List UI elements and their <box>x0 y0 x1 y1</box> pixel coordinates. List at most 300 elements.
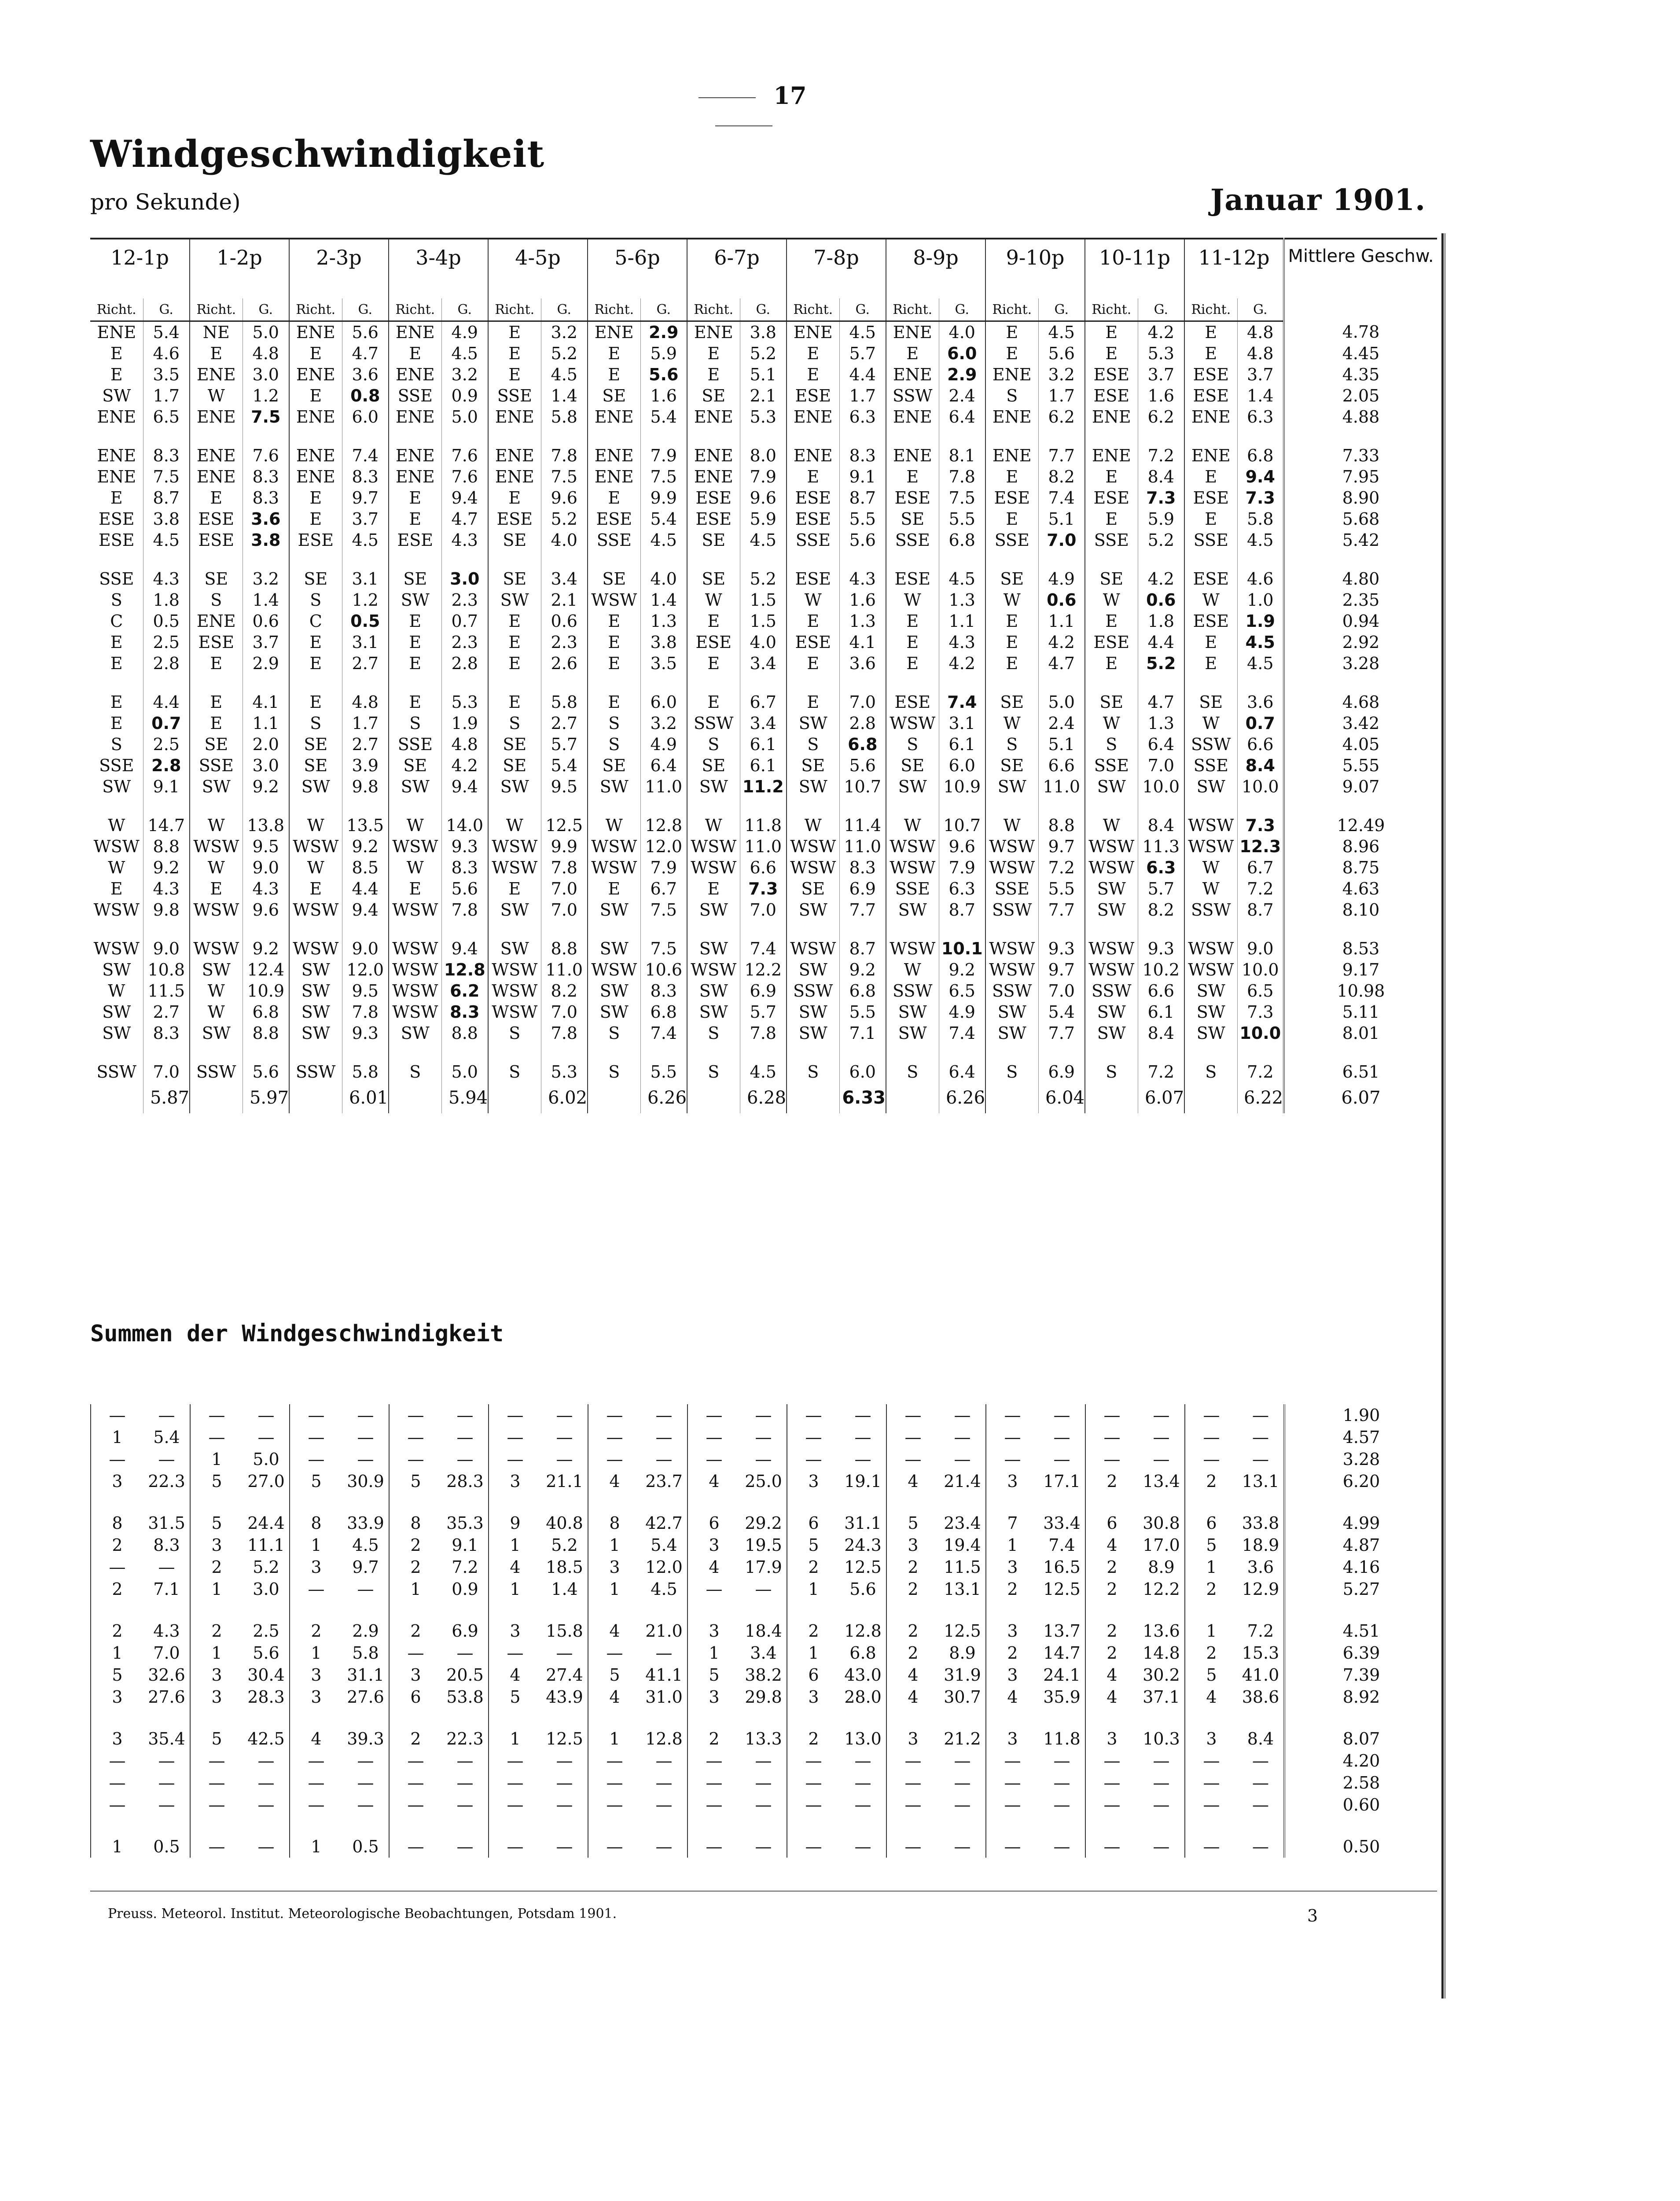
spacer-cell <box>389 920 441 938</box>
count-cell: — <box>787 1794 840 1816</box>
sum-cell: 9.1 <box>452 1535 478 1555</box>
speed-cell: 9.5 <box>541 776 588 797</box>
sums-row <box>91 1512 1437 1534</box>
count-cell: 5 <box>1185 1664 1238 1686</box>
speed-cell: 5.1 <box>1038 734 1085 755</box>
count-cell: — <box>91 1556 143 1578</box>
direction-cell: E <box>588 878 640 899</box>
speed-cell: 1.4 <box>1237 385 1284 406</box>
speed-cell: 5.2 <box>1138 653 1184 674</box>
direction-cell: W <box>886 815 939 836</box>
direction-cell: W <box>289 815 342 836</box>
spacer-cell <box>1238 1600 1284 1620</box>
spacer-cell <box>588 797 640 815</box>
sum-cell: — <box>755 1579 772 1599</box>
direction-cell: E <box>488 653 541 674</box>
direction-cell: SW <box>389 589 441 611</box>
direction-cell: E <box>588 343 640 364</box>
speed-cell: 1.8 <box>143 589 190 611</box>
speed-cell: 5.7 <box>839 343 886 364</box>
speed-cell: 6.3 <box>1138 857 1184 878</box>
speed-cell: 4.7 <box>441 508 488 530</box>
speed-cell: 4.3 <box>839 568 886 589</box>
sum-cell: 0.9 <box>452 1579 478 1599</box>
spacer-cell <box>389 797 441 815</box>
direction-cell: WSW <box>488 836 541 857</box>
mean-speed-cell: 4.78 <box>1284 321 1437 343</box>
sum-cell: — <box>1153 1450 1170 1469</box>
count-cell: — <box>1085 1426 1138 1448</box>
count-cell: 1 <box>290 1534 342 1556</box>
sum-cell: — <box>1252 1837 1269 1856</box>
direction-cell: SSE <box>1085 530 1138 551</box>
speed-cell: 4.0 <box>740 632 787 653</box>
mean-speed-cell: 3.42 <box>1284 713 1437 734</box>
direction-cell: S <box>1184 1061 1237 1082</box>
speed-cell: 3.8 <box>143 508 190 530</box>
count-cell: 5 <box>687 1664 740 1686</box>
direction-cell: WSW <box>389 899 441 920</box>
sum-cell: — <box>556 1751 573 1770</box>
direction-cell: SE <box>687 385 740 406</box>
speed-cell: 4.7 <box>1038 653 1085 674</box>
count-cell: 2 <box>389 1556 442 1578</box>
sum-cell: 12.8 <box>844 1621 882 1641</box>
sum-cell: — <box>1153 1751 1170 1770</box>
count-cell: — <box>886 1750 939 1772</box>
speed-cell: 1.3 <box>1138 713 1184 734</box>
sum-cell: — <box>755 1751 772 1770</box>
sum-cell: 35.4 <box>148 1729 185 1748</box>
speed-cell: 9.4 <box>441 938 488 959</box>
speed-cell: 1.3 <box>839 611 886 632</box>
speed-cell: 6.6 <box>1237 734 1284 755</box>
direction-cell: E <box>389 692 441 713</box>
spacer-cell <box>342 1816 389 1836</box>
speed-col-header: G. <box>1038 298 1085 321</box>
sums-row <box>91 1772 1437 1794</box>
direction-cell: S <box>687 734 740 755</box>
direction-cell: SE <box>488 734 541 755</box>
speed-cell: 12.8 <box>640 815 687 836</box>
count-cell: 3 <box>91 1728 143 1750</box>
direction-cell: SSW <box>190 1061 243 1082</box>
table-row <box>90 734 1437 755</box>
direction-cell: E <box>886 611 939 632</box>
spacer-cell <box>1185 1816 1238 1836</box>
sum-cell: — <box>1053 1450 1070 1469</box>
count-cell: 2 <box>389 1728 442 1750</box>
spacer-cell <box>1039 1600 1085 1620</box>
direction-cell: ENE <box>488 406 541 427</box>
sums-right-cell: 6.39 <box>1284 1642 1437 1664</box>
spacer-cell <box>190 427 243 445</box>
direction-cell: SE <box>488 568 541 589</box>
direction-cell: E <box>389 878 441 899</box>
sum-cell: — <box>854 1795 871 1815</box>
speed-cell: 4.8 <box>243 343 289 364</box>
speed-cell: 3.1 <box>939 713 985 734</box>
direction-cell: SE <box>289 568 342 589</box>
speed-cell: 1.7 <box>1038 385 1085 406</box>
direction-cell: WSW <box>787 938 839 959</box>
spacer-cell <box>1237 427 1284 445</box>
spacer-cell <box>839 797 886 815</box>
speed-cell: 11.8 <box>740 815 787 836</box>
sum-cell: 7.2 <box>452 1557 478 1577</box>
direction-cell: SSE <box>787 530 839 551</box>
direction-cell: WSW <box>1085 836 1138 857</box>
spacer-cell <box>488 1044 541 1061</box>
direction-cell: ENE <box>886 445 939 466</box>
speed-cell: 5.6 <box>441 878 488 899</box>
spacer-cell <box>740 1708 787 1728</box>
speed-cell: 7.8 <box>342 1001 389 1023</box>
direction-cell: SW <box>289 776 342 797</box>
count-cell: — <box>1185 1794 1238 1816</box>
speed-cell: 3.7 <box>1237 364 1284 385</box>
spacer-cell <box>787 1708 840 1728</box>
speed-cell: 7.5 <box>640 938 687 959</box>
spacer-cell <box>441 920 488 938</box>
direction-cell: WSW <box>886 857 939 878</box>
spacer-cell <box>243 551 289 568</box>
speed-cell: 8.7 <box>1237 899 1284 920</box>
sum-cell: 24.1 <box>1043 1665 1081 1685</box>
speed-cell: 3.6 <box>1237 692 1284 713</box>
spacer-cell <box>939 427 985 445</box>
speed-cell: 8.3 <box>441 1001 488 1023</box>
direction-cell: ENE <box>190 466 243 487</box>
spacer-cell <box>90 427 143 445</box>
speed-cell: 8.7 <box>839 487 886 508</box>
speed-cell: 8.3 <box>640 980 687 1001</box>
mean-speed-cell: 6.51 <box>1284 1061 1437 1082</box>
sum-cell: — <box>954 1795 971 1815</box>
spacer-cell <box>90 551 143 568</box>
mean-speed-cell: 0.94 <box>1284 611 1437 632</box>
sums-right-cell: 8.92 <box>1284 1686 1437 1708</box>
spacer-cell <box>441 1044 488 1061</box>
direction-cell: E <box>1085 611 1138 632</box>
speed-cell: 7.9 <box>740 466 787 487</box>
speed-cell: 7.3 <box>1237 487 1284 508</box>
spacer-cell <box>986 1600 1039 1620</box>
count-cell: 2 <box>190 1556 243 1578</box>
count-cell: — <box>787 1404 840 1426</box>
spacer-cell <box>389 427 441 445</box>
average-cell: 5.87 <box>143 1082 190 1113</box>
speed-cell: 10.0 <box>1237 1023 1284 1044</box>
direction-cell: SW <box>687 980 740 1001</box>
speed-cell: 5.6 <box>342 321 389 343</box>
sum-cell: 5.2 <box>253 1557 279 1577</box>
speed-cell: 9.8 <box>342 776 389 797</box>
spacer-cell <box>1184 797 1237 815</box>
spacer-cell <box>488 920 541 938</box>
spacer-cell <box>985 551 1038 568</box>
direction-cell: W <box>190 980 243 1001</box>
direction-cell: E <box>488 343 541 364</box>
spacer-cell <box>640 551 687 568</box>
direction-cell: ESE <box>687 508 740 530</box>
table-row <box>90 653 1437 674</box>
speed-cell: 3.4 <box>740 713 787 734</box>
speed-cell: 6.4 <box>640 755 687 776</box>
spacer-cell <box>243 427 289 445</box>
spacer-cell <box>1138 551 1184 568</box>
sum-cell: 5.6 <box>253 1643 279 1663</box>
sum-cell: 21.1 <box>546 1472 583 1491</box>
count-cell: 5 <box>190 1728 243 1750</box>
direction-cell: SSE <box>588 530 640 551</box>
sum-cell: — <box>257 1428 275 1447</box>
page-subtitle: pro Sekunde) <box>90 189 241 215</box>
sum-cell: 14.7 <box>1043 1643 1081 1663</box>
direction-cell: SW <box>289 1001 342 1023</box>
count-cell: 4 <box>886 1664 939 1686</box>
sum-cell: 5.6 <box>849 1579 876 1599</box>
count-cell: 5 <box>886 1512 939 1534</box>
speed-cell: 7.8 <box>740 1023 787 1044</box>
sums-row <box>91 1470 1437 1492</box>
sum-cell: 43.9 <box>546 1687 583 1707</box>
spacer-cell <box>985 797 1038 815</box>
spacer-cell <box>1185 1492 1238 1512</box>
count-cell: 2 <box>986 1578 1039 1600</box>
table-row <box>90 632 1437 653</box>
direction-cell: W <box>985 589 1038 611</box>
count-cell: 2 <box>91 1578 143 1600</box>
table-row <box>90 755 1437 776</box>
direction-cell: ESE <box>588 508 640 530</box>
sum-cell: — <box>357 1773 374 1792</box>
sums-right-cell: 6.20 <box>1284 1470 1437 1492</box>
footer-citation: Preuss. Meteorol. Institut. Meteorologische Beobachtungen, Potsdam 1901. <box>108 1906 617 1921</box>
direction-cell: E <box>886 632 939 653</box>
spacer-cell <box>243 797 289 815</box>
direction-cell: WSW <box>985 938 1038 959</box>
count-cell: — <box>986 1794 1039 1816</box>
speed-cell: 7.3 <box>1237 815 1284 836</box>
direction-cell: SSW <box>687 713 740 734</box>
direction-cell: WSW <box>289 899 342 920</box>
direction-cell: ESE <box>886 568 939 589</box>
sum-cell: — <box>655 1773 673 1792</box>
speed-cell: 1.7 <box>143 385 190 406</box>
spacer-cell <box>243 1708 290 1728</box>
speed-cell: 5.9 <box>740 508 787 530</box>
count-cell: 6 <box>787 1664 840 1686</box>
spacer-cell <box>740 797 787 815</box>
speed-cell: 6.6 <box>1138 980 1184 1001</box>
speed-cell: 7.5 <box>640 899 687 920</box>
count-cell: — <box>886 1794 939 1816</box>
mean-speed-cell: 7.33 <box>1284 445 1437 466</box>
count-cell: — <box>91 1404 143 1426</box>
direction-cell: ESE <box>289 530 342 551</box>
count-cell: 2 <box>190 1620 243 1642</box>
speed-cell: 4.6 <box>1237 568 1284 589</box>
sum-cell: — <box>1053 1837 1070 1856</box>
direction-cell: WSW <box>985 959 1038 980</box>
sum-cell: 30.9 <box>347 1472 384 1491</box>
sum-cell: — <box>357 1406 374 1425</box>
count-cell: — <box>886 1426 939 1448</box>
direction-cell: WSW <box>488 959 541 980</box>
direction-cell: S <box>1085 1061 1138 1082</box>
speed-cell: 0.8 <box>342 385 389 406</box>
direction-cell: E <box>389 653 441 674</box>
direction-cell: E <box>1085 321 1138 343</box>
count-cell: 2 <box>389 1534 442 1556</box>
mean-speed-cell: 4.68 <box>1284 692 1437 713</box>
speed-cell: 10.0 <box>1237 959 1284 980</box>
speed-cell: 0.7 <box>143 713 190 734</box>
spacer-cell <box>342 920 389 938</box>
mean-speed-cell: 5.42 <box>1284 530 1437 551</box>
direction-cell: SE <box>190 568 243 589</box>
direction-cell: SW <box>787 713 839 734</box>
speed-cell: 9.2 <box>243 776 289 797</box>
direction-cell: SW <box>886 776 939 797</box>
sum-cell: — <box>954 1773 971 1792</box>
direction-cell: SSE <box>99 569 134 589</box>
direction-cell: ENE <box>787 406 839 427</box>
spacer-cell <box>389 1708 442 1728</box>
direction-cell: SW <box>102 777 131 796</box>
speed-cell: 5.2 <box>740 343 787 364</box>
sum-cell: — <box>854 1450 871 1469</box>
speed-cell: 9.6 <box>243 899 289 920</box>
count-cell: 3 <box>290 1556 342 1578</box>
direction-cell: ENE <box>389 466 441 487</box>
mean-speed-cell: 8.96 <box>1284 836 1437 857</box>
table-row <box>90 899 1437 920</box>
count-cell: 4 <box>588 1470 641 1492</box>
average-cell: 6.01 <box>342 1082 389 1113</box>
count-cell: 1 <box>290 1836 342 1858</box>
speed-cell: 8.4 <box>1138 815 1184 836</box>
spacer-cell <box>442 1600 489 1620</box>
direction-cell: SW <box>687 776 740 797</box>
speed-cell: 3.4 <box>740 653 787 674</box>
speed-cell: 2.3 <box>441 632 488 653</box>
direction-cell: SE <box>289 755 342 776</box>
spacer-cell <box>289 427 342 445</box>
block-spacer <box>90 551 1437 568</box>
speed-cell: 1.1 <box>939 611 985 632</box>
speed-cell: 3.7 <box>1138 364 1184 385</box>
direction-cell: SE <box>985 568 1038 589</box>
direction-cell: E <box>190 653 243 674</box>
speed-col-header: G. <box>541 298 588 321</box>
direction-cell: S <box>588 734 640 755</box>
direction-cell: W <box>1184 878 1237 899</box>
speed-cell: 4.5 <box>143 530 190 551</box>
direction-cell: WSW <box>687 857 740 878</box>
count-cell: — <box>986 1426 1039 1448</box>
direction-cell: ESE <box>1184 611 1237 632</box>
average-cell: 6.28 <box>740 1082 787 1113</box>
spacer-cell <box>143 797 190 815</box>
direction-cell: E <box>289 508 342 530</box>
count-cell: 6 <box>389 1686 442 1708</box>
spacer-cell <box>1184 920 1237 938</box>
direction-cell: S <box>985 385 1038 406</box>
mean-speed-cell: 4.88 <box>1284 406 1437 427</box>
count-cell: — <box>1085 1794 1138 1816</box>
sum-cell: 9.7 <box>352 1557 379 1577</box>
count-cell: 2 <box>1085 1578 1138 1600</box>
count-cell: 3 <box>886 1534 939 1556</box>
average-mean-cell: 6.07 <box>1284 1082 1437 1113</box>
spacer-cell <box>687 1600 740 1620</box>
direction-cell: SW <box>787 899 839 920</box>
speed-cell: 9.0 <box>143 938 190 959</box>
speed-cell: 11.0 <box>839 836 886 857</box>
speed-cell: 1.7 <box>839 385 886 406</box>
sum-cell: — <box>257 1837 275 1856</box>
direction-cell: S <box>190 589 243 611</box>
count-cell: — <box>588 1794 641 1816</box>
direction-col-header: Richt. <box>488 298 541 321</box>
speed-cell: 2.9 <box>939 364 985 385</box>
count-cell: — <box>1185 1448 1238 1470</box>
count-cell: 3 <box>986 1728 1039 1750</box>
count-cell: 1 <box>190 1448 243 1470</box>
speed-col-header: G. <box>839 298 886 321</box>
spacer-cell <box>442 1816 489 1836</box>
direction-cell: W <box>687 815 740 836</box>
spacer-cell <box>441 674 488 692</box>
sums-row <box>91 1426 1437 1448</box>
speed-cell: 11.3 <box>1138 836 1184 857</box>
direction-cell: S <box>588 1061 640 1082</box>
sum-cell: 18.4 <box>745 1621 782 1641</box>
speed-cell: 12.8 <box>441 959 488 980</box>
count-cell: 1 <box>1185 1556 1238 1578</box>
spacer-cell <box>1038 427 1085 445</box>
spacer-cell <box>289 797 342 815</box>
speed-cell: 6.4 <box>939 406 985 427</box>
speed-cell: 11.5 <box>143 980 190 1001</box>
spacer-cell <box>541 674 588 692</box>
count-cell: 4 <box>588 1620 641 1642</box>
sum-cell: 30.2 <box>1143 1665 1180 1685</box>
direction-cell: SE <box>787 755 839 776</box>
speed-cell: 4.3 <box>441 530 488 551</box>
mean-speed-cell: 10.98 <box>1284 980 1437 1001</box>
direction-cell: SW <box>985 1023 1038 1044</box>
direction-cell: E <box>110 879 123 898</box>
count-cell: 3 <box>986 1556 1039 1578</box>
count-cell: — <box>91 1772 143 1794</box>
direction-cell: ESE <box>1184 568 1237 589</box>
count-cell: — <box>489 1448 541 1470</box>
count-cell: — <box>190 1772 243 1794</box>
speed-cell: 11.0 <box>740 836 787 857</box>
sum-cell: — <box>158 1450 175 1469</box>
mean-speed-cell: 12.49 <box>1284 815 1437 836</box>
speed-cell: 6.1 <box>740 755 787 776</box>
sum-cell: 33.8 <box>1242 1513 1279 1533</box>
sums-right-cell: 4.57 <box>1284 1426 1437 1448</box>
spacer-cell <box>143 551 190 568</box>
sum-cell: — <box>456 1450 474 1469</box>
direction-cell: E <box>110 654 123 673</box>
sums-right-cell: 1.90 <box>1284 1404 1437 1426</box>
